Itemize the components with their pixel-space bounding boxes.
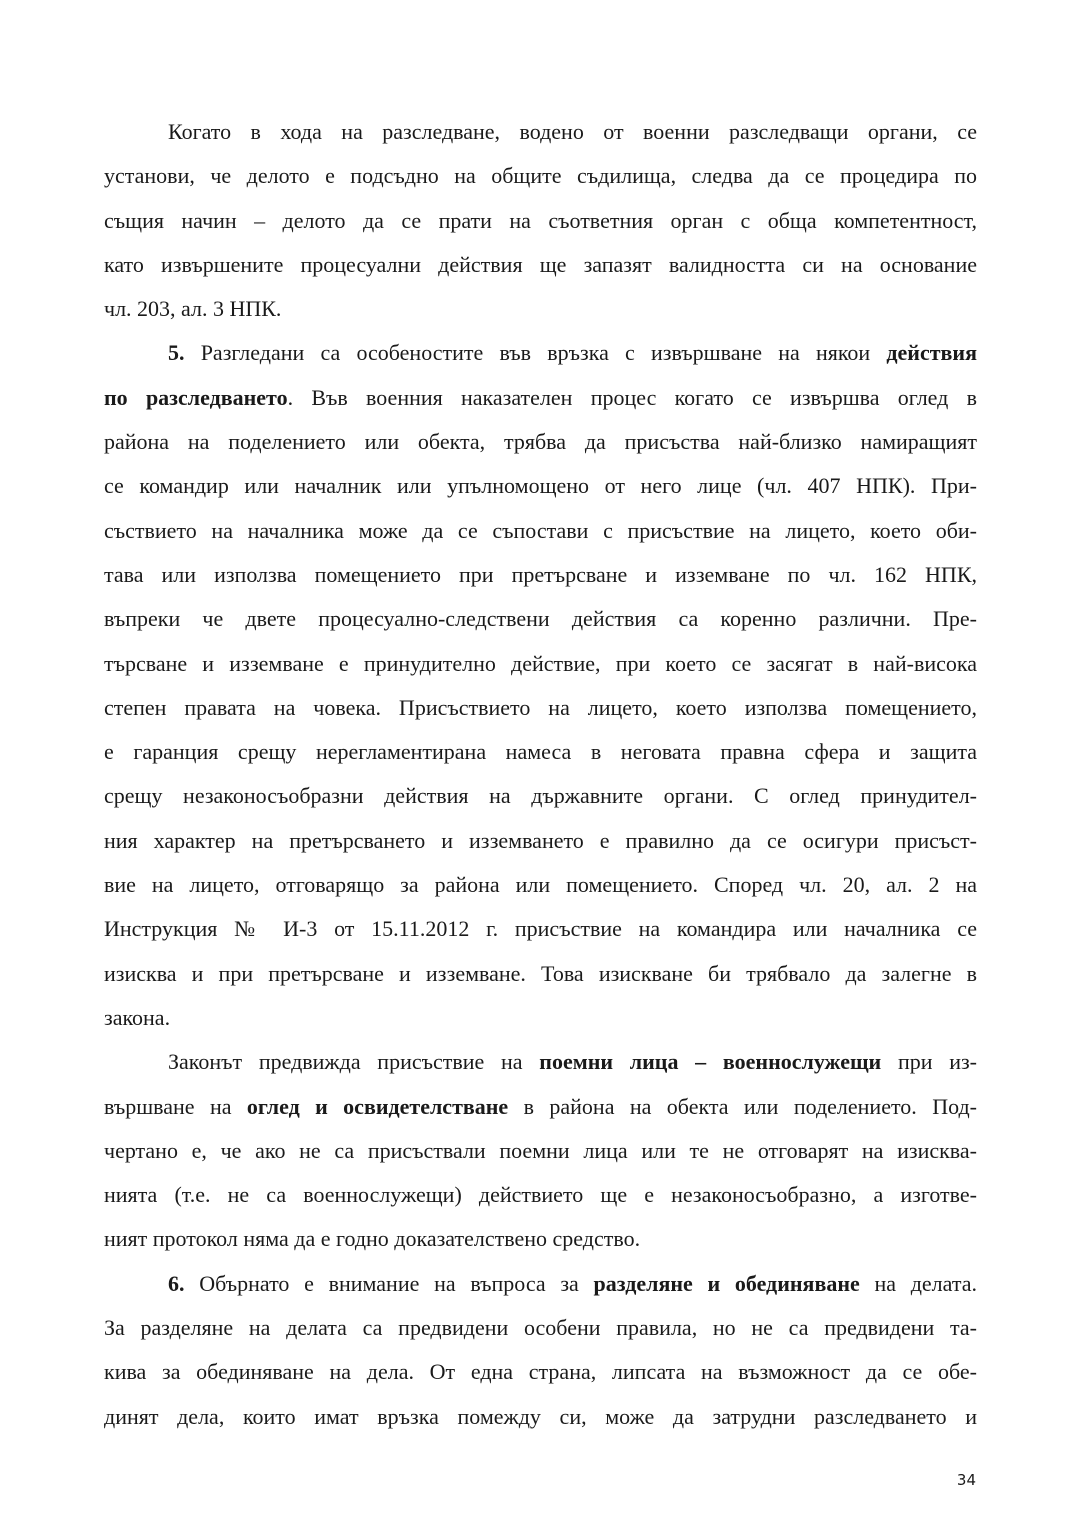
paragraph: [104, 331, 977, 1040]
text-line: закона.: [104, 1004, 171, 1030]
text-line: района на поделението или обекта, трябва да присъства най-близко намиращият: [104, 429, 977, 455]
text-line: търсване и изземване е принудително действие, при което се засягат в най-висока: [104, 650, 977, 676]
text-line: установи, че делото е подсъдно на общите съдилища, следва да се процедира по: [104, 163, 977, 189]
text-line: кива за обединяване на дела. От една страна, липсата на възможност да се обе-: [104, 1359, 977, 1385]
text-line: въпреки че двете процесуално-следствени действия са коренно различни. Пре-: [104, 606, 977, 632]
text-line: За разделяне на делата са предвидени особени правила, но не са предвидени та-: [104, 1315, 977, 1341]
text-line: ният протокол няма да е годно доказателствено средство.: [104, 1226, 641, 1252]
bold-term: разделяне и обединяване: [593, 1270, 860, 1296]
text-line: е гаранция срещу нерегламентирана намеса в неговата правна сфера и защита: [104, 739, 977, 765]
paragraph: [104, 1040, 977, 1261]
text-line: 6. Обърнато е внимание на въпроса за разделяне и обединяване на делата.: [168, 1270, 977, 1296]
text-line: динят дела, които имат връзка помежду си, може да затрудни разследването и: [104, 1403, 977, 1429]
text-line: тава или използва помещението при претърсване и изземване по чл. 162 НПК,: [104, 561, 977, 587]
text-line: степен правата на човека. Присъствието на лицето, което използва помещението,: [104, 694, 977, 720]
text-line: същия начин – делото да се прати на съответния орган с обща компетентност,: [104, 207, 977, 233]
section-number: 6.: [168, 1270, 185, 1296]
text-line: Инструкция № И-3 от 15.11.2012 г. присъствие на командира или началника се: [104, 916, 977, 942]
text-line: вие на лицето, отговарящо за района или помещението. Според чл. 20, ал. 2 на: [104, 872, 977, 898]
bold-term: действия: [886, 340, 977, 366]
text-line: ния характер на претърсването и изземването е правилно да се осигури присъст-: [104, 827, 977, 853]
document-page: [104, 110, 977, 1439]
text-line: по разследването. Във военния наказателен процес когато се извършва оглед в: [104, 384, 978, 410]
text-line: чертано е, че ако не са присъствали поемни лица или те не отговарят на изисква-: [104, 1137, 977, 1163]
text-line: Когато в хода на разследване, водено от военни разследващи органи, се: [168, 119, 977, 144]
text-line: 5. Разгледани са особеностите във връзка с извършване на някои действия: [168, 340, 977, 366]
bold-term: по разследването: [104, 384, 288, 410]
paragraph: [104, 1262, 977, 1439]
text-line: се командир или началник или упълномощено от него лице (чл. 407 НПК). При-: [104, 473, 977, 499]
text-line: вършване на оглед и освидетелстване в района на обекта или поделението. Под-: [104, 1093, 977, 1119]
text-line: Законът предвижда присъствие на поемни лица – военнослужещи при из-: [168, 1049, 977, 1075]
bold-term: поемни лица – военнослужещи: [539, 1049, 882, 1075]
text-line: чл. 203, ал. 3 НПК.: [104, 296, 282, 322]
bold-term: оглед и освидетелстване: [246, 1093, 509, 1119]
text-line: съствието на началника може да се съпостави с присъствие на лицето, което оби-: [104, 517, 977, 543]
paragraph: [104, 110, 977, 331]
page-number: 34: [956, 1471, 976, 1489]
section-number: 5.: [168, 340, 185, 366]
text-line: изисква и при претърсване и изземване. Това изискване би трябвало да залегне в: [104, 960, 977, 986]
text-line: срещу незаконосъобразни действия на държавните органи. С оглед принудител-: [104, 783, 977, 809]
text-line: нията (т.е. не са военнослужещи) действието ще е незаконосъобразно, а изготве-: [104, 1182, 977, 1208]
text-line: като извършените процесуални действия ще запазят валидността си на основание: [104, 251, 977, 277]
